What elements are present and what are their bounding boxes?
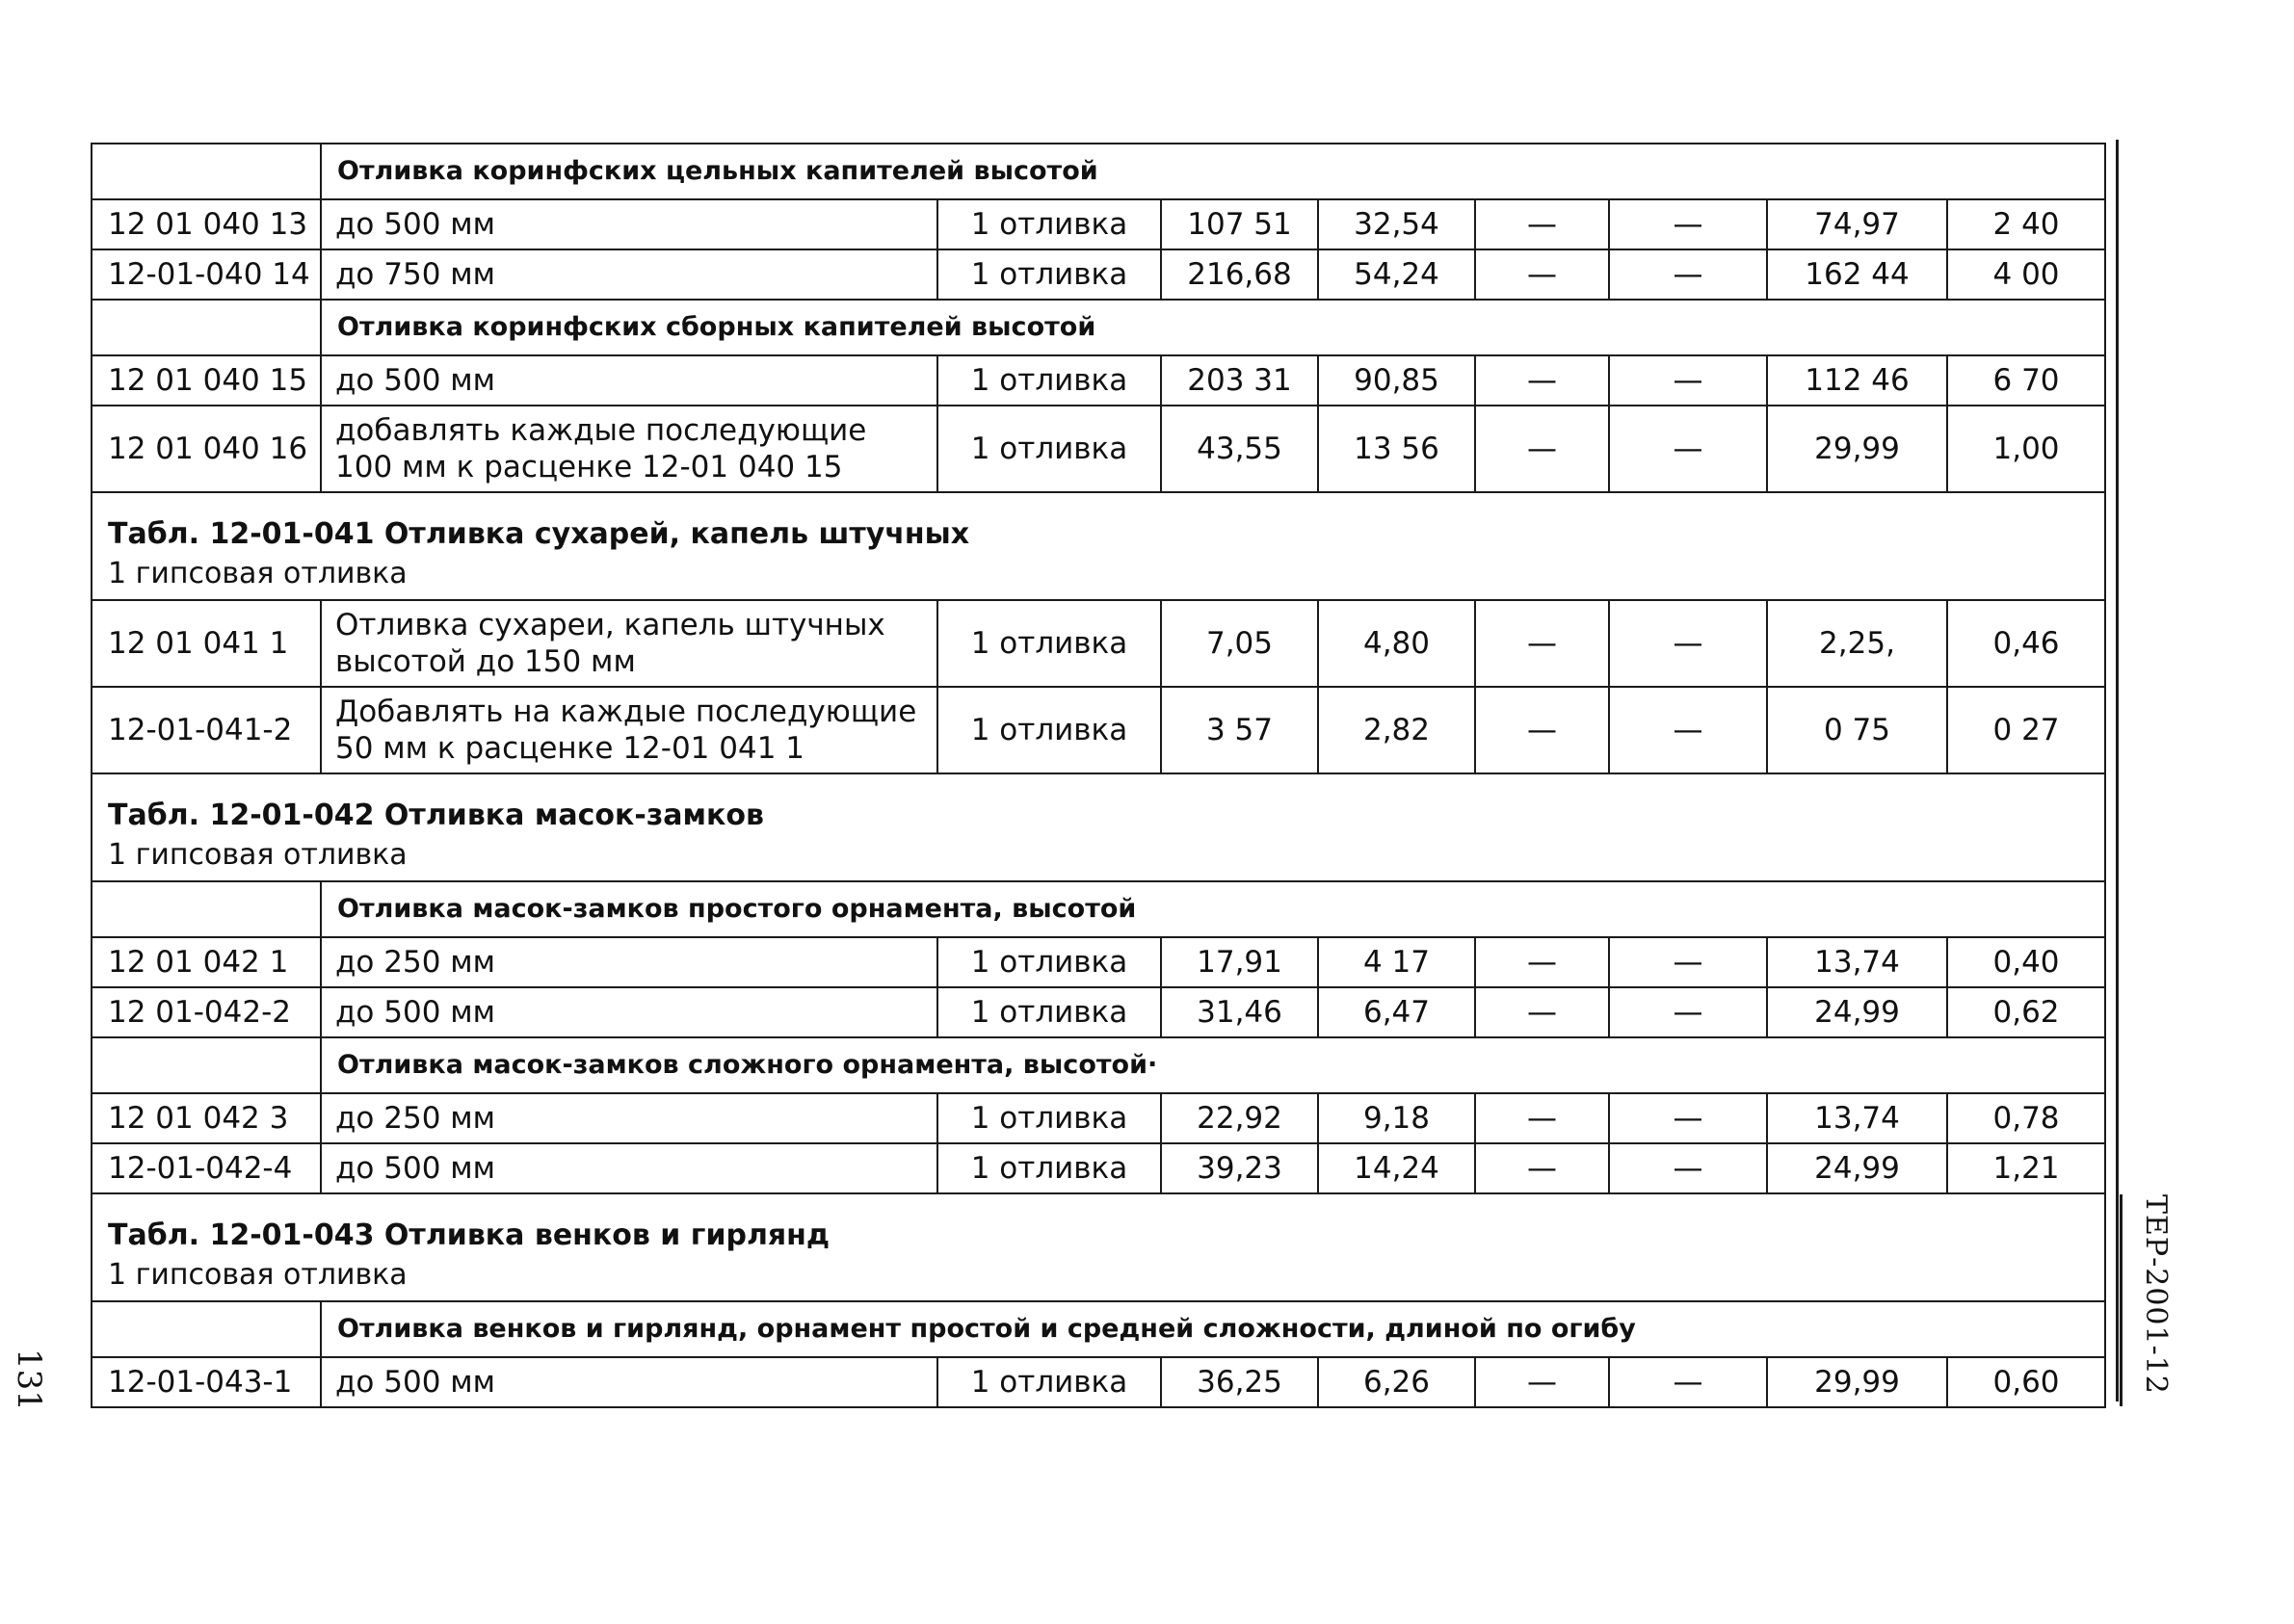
- subheader-text: Отливка масок-замков простого орнамента, высотой: [321, 881, 2105, 937]
- code-cell: 12 01 040 16: [92, 406, 321, 492]
- work-name-cell: Отливка сухареи, капель штучных высотой до 150 мм: [321, 600, 937, 687]
- section-unit: 1 гипсовая отливка: [108, 557, 408, 590]
- subheader-row: [92, 300, 2105, 355]
- unit-cell: 1 отливка: [937, 249, 1161, 300]
- section-unit: 1 гипсовая отливка: [108, 838, 408, 872]
- value-machines-cell: —: [1475, 600, 1609, 687]
- work-name-cell: добавлять каждые последующие 100 мм к расценке 12-01 040 15: [321, 406, 937, 492]
- subheader-text: Отливка коринфских сборных капителей высотой: [321, 300, 2105, 355]
- value-wage-cell: 32,54: [1318, 199, 1475, 249]
- value-machines-cell: —: [1475, 937, 1609, 987]
- value-materials-cell: 13,74: [1767, 1093, 1947, 1143]
- value-machines-cell: —: [1475, 1143, 1609, 1193]
- table-row: [92, 987, 2105, 1037]
- empty-code-cell: [92, 881, 321, 937]
- table-row: [92, 406, 2105, 492]
- value-wage-cell: 9,18: [1318, 1093, 1475, 1143]
- rates-table-container: [91, 143, 2104, 1408]
- right-border-line: [2116, 140, 2119, 1401]
- section-title: Табл. 12-01-043 Отливка венков и гирлянд: [108, 1218, 831, 1252]
- value-wage-cell: 90,85: [1318, 355, 1475, 406]
- value-materials-cell: 29,99: [1767, 406, 1947, 492]
- value-total-cell: 3 57: [1161, 687, 1318, 773]
- value-machinist-wage-cell: —: [1609, 1093, 1767, 1143]
- value-materials-cell: 112 46: [1767, 355, 1947, 406]
- code-cell: 12 01-042-2: [92, 987, 321, 1037]
- value-materials-cell: 24,99: [1767, 1143, 1947, 1193]
- value-machines-cell: —: [1475, 249, 1609, 300]
- value-wage-cell: 13 56: [1318, 406, 1475, 492]
- table-row: [92, 199, 2105, 249]
- code-cell: 12-01-040 14: [92, 249, 321, 300]
- code-cell: 12-01-041-2: [92, 687, 321, 773]
- section-header-cell: [92, 773, 2105, 881]
- table-row: [92, 249, 2105, 300]
- value-machinist-wage-cell: —: [1609, 406, 1767, 492]
- value-machinist-wage-cell: —: [1609, 987, 1767, 1037]
- value-labor-cell: 2 40: [1947, 199, 2105, 249]
- code-cell: 12 01 040 15: [92, 355, 321, 406]
- value-machines-cell: —: [1475, 355, 1609, 406]
- value-machines-cell: —: [1475, 1357, 1609, 1407]
- value-machines-cell: —: [1475, 406, 1609, 492]
- value-machinist-wage-cell: —: [1609, 1143, 1767, 1193]
- code-cell: 12 01 041 1: [92, 600, 321, 687]
- work-name-cell: до 250 мм: [321, 1093, 937, 1143]
- empty-code-cell: [92, 1301, 321, 1357]
- unit-cell: 1 отливка: [937, 1093, 1161, 1143]
- unit-cell: 1 отливка: [937, 687, 1161, 773]
- value-labor-cell: 6 70: [1947, 355, 2105, 406]
- work-name-cell: до 500 мм: [321, 199, 937, 249]
- value-materials-cell: 74,97: [1767, 199, 1947, 249]
- value-labor-cell: 0 27: [1947, 687, 2105, 773]
- section-title: Табл. 12-01-041 Отливка сухарей, капель штучных: [108, 517, 970, 551]
- code-cell: 12 01 042 3: [92, 1093, 321, 1143]
- value-wage-cell: 14,24: [1318, 1143, 1475, 1193]
- value-machinist-wage-cell: —: [1609, 199, 1767, 249]
- unit-cell: 1 отливка: [937, 987, 1161, 1037]
- value-machinist-wage-cell: —: [1609, 687, 1767, 773]
- unit-cell: 1 отливка: [937, 406, 1161, 492]
- unit-cell: 1 отливка: [937, 1357, 1161, 1407]
- section-unit: 1 гипсовая отливка: [108, 1258, 408, 1292]
- value-materials-cell: 29,99: [1767, 1357, 1947, 1407]
- unit-cell: 1 отливка: [937, 1143, 1161, 1193]
- value-total-cell: 107 51: [1161, 199, 1318, 249]
- code-cell: 12-01-042-4: [92, 1143, 321, 1193]
- section-header-row: [92, 492, 2105, 600]
- code-cell: 12-01-043-1: [92, 1357, 321, 1407]
- table-row: [92, 1093, 2105, 1143]
- code-cell: 12 01 040 13: [92, 199, 321, 249]
- page-number: 131: [10, 1349, 48, 1411]
- unit-cell: 1 отливка: [937, 355, 1161, 406]
- value-total-cell: 22,92: [1161, 1093, 1318, 1143]
- subheader-text: Отливка масок-замков сложного орнамента, высотой·: [321, 1037, 2105, 1093]
- value-total-cell: 36,25: [1161, 1357, 1318, 1407]
- table-row: [92, 1357, 2105, 1407]
- value-machinist-wage-cell: —: [1609, 600, 1767, 687]
- value-machines-cell: —: [1475, 199, 1609, 249]
- value-total-cell: 7,05: [1161, 600, 1318, 687]
- table-row: [92, 600, 2105, 687]
- value-wage-cell: 6,26: [1318, 1357, 1475, 1407]
- table-row: [92, 687, 2105, 773]
- value-materials-cell: 2,25,: [1767, 600, 1947, 687]
- value-materials-cell: 162 44: [1767, 249, 1947, 300]
- rates-table: [91, 143, 2106, 1408]
- value-wage-cell: 2,82: [1318, 687, 1475, 773]
- value-machinist-wage-cell: —: [1609, 937, 1767, 987]
- value-machinist-wage-cell: —: [1609, 249, 1767, 300]
- value-machinist-wage-cell: —: [1609, 1357, 1767, 1407]
- unit-cell: 1 отливка: [937, 199, 1161, 249]
- empty-code-cell: [92, 1037, 321, 1093]
- table-row: [92, 937, 2105, 987]
- value-total-cell: 216,68: [1161, 249, 1318, 300]
- subheader-text: Отливка венков и гирлянд, орнамент простой и средней сложности, длиной по огибу: [321, 1301, 2105, 1357]
- unit-cell: 1 отливка: [937, 600, 1161, 687]
- value-total-cell: 31,46: [1161, 987, 1318, 1037]
- section-header-cell: [92, 492, 2105, 600]
- subheader-row: [92, 144, 2105, 199]
- subheader-row: [92, 1301, 2105, 1357]
- section-title: Табл. 12-01-042 Отливка масок-замков: [108, 799, 764, 832]
- value-wage-cell: 4,80: [1318, 600, 1475, 687]
- value-machines-cell: —: [1475, 1093, 1609, 1143]
- value-total-cell: 43,55: [1161, 406, 1318, 492]
- value-labor-cell: 1,21: [1947, 1143, 2105, 1193]
- value-labor-cell: 0,40: [1947, 937, 2105, 987]
- value-labor-cell: 0,46: [1947, 600, 2105, 687]
- subheader-text: Отливка коринфских цельных капителей высотой: [321, 144, 2105, 199]
- rates-table-body: [92, 144, 2105, 1407]
- value-wage-cell: 54,24: [1318, 249, 1475, 300]
- value-materials-cell: 24,99: [1767, 987, 1947, 1037]
- document-id: ТЕР-2001-12: [2120, 1194, 2173, 1406]
- value-wage-cell: 6,47: [1318, 987, 1475, 1037]
- value-machines-cell: —: [1475, 987, 1609, 1037]
- value-total-cell: 203 31: [1161, 355, 1318, 406]
- empty-code-cell: [92, 300, 321, 355]
- value-labor-cell: 1,00: [1947, 406, 2105, 492]
- work-name-cell: до 250 мм: [321, 937, 937, 987]
- subheader-row: [92, 1037, 2105, 1093]
- work-name-cell: до 500 мм: [321, 355, 937, 406]
- value-wage-cell: 4 17: [1318, 937, 1475, 987]
- subheader-row: [92, 881, 2105, 937]
- work-name-cell: Добавлять на каждые последующие 50 мм к расценке 12-01 041 1: [321, 687, 937, 773]
- work-name-cell: до 500 мм: [321, 1357, 937, 1407]
- value-materials-cell: 0 75: [1767, 687, 1947, 773]
- work-name-cell: до 500 мм: [321, 1143, 937, 1193]
- value-labor-cell: 0,78: [1947, 1093, 2105, 1143]
- empty-code-cell: [92, 144, 321, 199]
- section-header-row: [92, 773, 2105, 881]
- work-name-cell: до 500 мм: [321, 987, 937, 1037]
- value-machines-cell: —: [1475, 687, 1609, 773]
- table-row: [92, 355, 2105, 406]
- value-total-cell: 17,91: [1161, 937, 1318, 987]
- code-cell: 12 01 042 1: [92, 937, 321, 987]
- value-machinist-wage-cell: —: [1609, 355, 1767, 406]
- table-row: [92, 1143, 2105, 1193]
- unit-cell: 1 отливка: [937, 937, 1161, 987]
- section-header-row: [92, 1193, 2105, 1301]
- value-total-cell: 39,23: [1161, 1143, 1318, 1193]
- value-labor-cell: 0,62: [1947, 987, 2105, 1037]
- work-name-cell: до 750 мм: [321, 249, 937, 300]
- section-header-cell: [92, 1193, 2105, 1301]
- value-labor-cell: 4 00: [1947, 249, 2105, 300]
- value-labor-cell: 0,60: [1947, 1357, 2105, 1407]
- value-materials-cell: 13,74: [1767, 937, 1947, 987]
